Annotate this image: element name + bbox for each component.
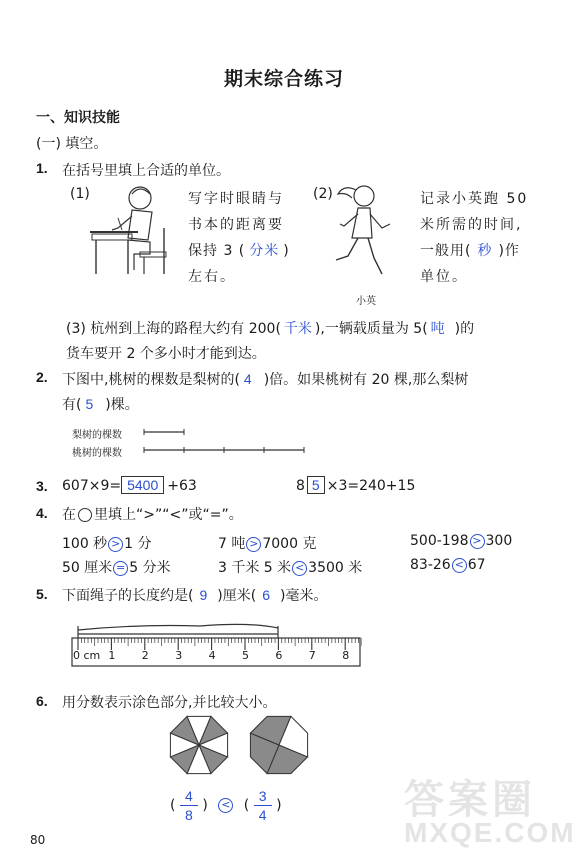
girl-caption: 小英	[356, 296, 376, 307]
q4-item-1	[62, 533, 152, 553]
page-title: 期末综合练习	[224, 68, 345, 90]
ruler-label: 6	[275, 649, 283, 662]
q4-item-1-answer[interactable]: >	[108, 537, 123, 552]
q5-mid: )厘米(	[217, 588, 257, 604]
q4-text-pre: 在	[62, 507, 76, 523]
q1-text: 在括号里填上合适的单位。	[62, 163, 230, 179]
q4-text	[62, 504, 243, 524]
q2-line1	[62, 369, 468, 389]
watermark-bottom: MXQE.COM	[404, 817, 576, 848]
q4-item-5-answer[interactable]: <	[292, 561, 307, 576]
tree-count-bars	[140, 426, 360, 456]
q6-compare-answer[interactable]: <	[218, 798, 233, 813]
q4-item-3-left: 500-198	[410, 533, 469, 549]
q1-p1-line1: 写字时眼睛与	[188, 191, 284, 207]
fraction-left-num: 4	[185, 788, 193, 804]
section-heading: 一、知识技能	[36, 110, 120, 126]
q4-number: 4.	[36, 505, 48, 521]
q4-item-5	[218, 557, 362, 577]
q4-item-1-left: 100 秒	[62, 536, 108, 552]
q1-p2-label: (2)	[313, 186, 333, 202]
watermark-top: 答案圈	[404, 777, 536, 823]
q1-p1-line3-post: )	[283, 243, 290, 259]
boy-writing-illustration	[88, 178, 176, 278]
q5-pre: 下面绳子的长度约是(	[62, 588, 194, 604]
fraction-left[interactable]	[180, 788, 198, 823]
q1-p2-line3	[420, 240, 520, 260]
paren-close-left: )	[202, 797, 208, 814]
page-number: 80	[30, 833, 46, 847]
fraction-left-den: 8	[185, 807, 193, 823]
q1-p3-answer1[interactable]: 千米	[283, 320, 312, 336]
ruler-label: 2	[141, 649, 149, 662]
q3-a	[62, 477, 197, 494]
pear-label: 梨树的棵数	[72, 430, 122, 441]
q1-p1-line4: 左右。	[188, 269, 236, 285]
q1-p3-pre: (3) 杭州到上海的路程大约有 200(	[66, 321, 281, 337]
ruler-label: 5	[242, 649, 249, 662]
q2-line2	[62, 394, 139, 414]
q4-item-2	[218, 533, 316, 553]
q1-p2-line2: 米所需的时间,	[420, 217, 523, 233]
q1-p2-line4: 单位。	[420, 269, 468, 285]
q1-p2-line1: 记录小英跑 50	[420, 191, 529, 207]
ruler-label: 4	[208, 649, 216, 662]
q1-p3-post: )的	[454, 321, 475, 337]
q6-text: 用分数表示涂色部分,并比较大小。	[62, 695, 277, 711]
q4-item-2-right: 7000 克	[262, 536, 317, 552]
subsection-heading: (一) 填空。	[36, 136, 108, 152]
q2-answer1[interactable]: 4	[243, 371, 252, 387]
q2-line1-post: )倍。如果桃树有 20 棵,那么梨树	[263, 372, 469, 388]
q4-item-6-right: 67	[467, 557, 486, 573]
q1-p2-line3-pre: 一般用(	[420, 243, 472, 259]
q4-item-6-answer[interactable]: <	[452, 558, 467, 573]
q1-p1-answer[interactable]: 分米	[249, 242, 280, 258]
q3-a-answer[interactable]: 5400	[121, 476, 164, 494]
q1-number: 1.	[36, 160, 48, 176]
octagon-fraction-figure	[166, 712, 232, 778]
q5-text	[62, 585, 327, 605]
q1-p3-answer2[interactable]: 吨	[430, 320, 445, 336]
q3-b	[296, 477, 415, 494]
q1-p1-line3	[188, 240, 290, 260]
q4-item-2-left: 7 吨	[218, 536, 246, 552]
q2-line1-pre: 下图中,桃树的棵数是梨树的(	[62, 372, 240, 388]
q1-p1-line3-pre: 保持 3 (	[188, 243, 246, 259]
q1-p2-answer[interactable]: 秒	[477, 242, 493, 258]
q1-p3-line2: 货车要开 2 个多小时才能到达。	[66, 346, 266, 362]
q4-item-3-right: 300	[485, 533, 513, 549]
q5-answer1[interactable]: 9	[199, 587, 208, 603]
fraction-right[interactable]	[254, 788, 272, 823]
q4-item-5-right: 3500 米	[308, 560, 363, 576]
q1-p1-label: (1)	[70, 186, 90, 202]
ruler-unit: 0 cm	[73, 649, 101, 662]
paren-open-left: (	[170, 797, 176, 814]
q2-line2-post: )棵。	[105, 397, 139, 413]
q4-item-4	[62, 557, 171, 577]
q5-post: )毫米。	[280, 588, 328, 604]
q4-item-4-left: 50 厘米	[62, 560, 113, 576]
fraction-right-num: 3	[258, 788, 267, 804]
q2-number: 2.	[36, 369, 48, 385]
q5-answer2[interactable]: 6	[262, 587, 270, 603]
q4-item-1-right: 1 分	[124, 536, 152, 552]
paren-open-right: (	[243, 797, 250, 814]
q1-p3-line1	[66, 318, 474, 338]
q4-item-6	[410, 557, 486, 573]
q4-item-3	[410, 533, 512, 549]
q6-answer-row	[170, 788, 282, 823]
q2-line2-pre: 有(	[62, 397, 82, 413]
q4-item-6-left: 83-26	[410, 557, 451, 573]
q3-b-answer[interactable]: 5	[307, 476, 325, 494]
q1-p2-line3-post: )作	[498, 243, 520, 259]
q2-answer2[interactable]: 5	[85, 396, 94, 412]
empty-circle-icon	[78, 508, 92, 522]
q3-number: 3.	[36, 478, 48, 494]
ruler-label: 8	[342, 649, 350, 662]
ruler-label: 1	[108, 649, 116, 662]
ruler-label: 3	[175, 649, 183, 662]
q3-b-post: ×3=240+15	[326, 478, 416, 494]
peach-label: 桃树的棵数	[72, 448, 122, 459]
q4-item-3-answer[interactable]: >	[470, 534, 485, 549]
q4-item-5-left: 3 千米 5 米	[218, 560, 292, 576]
q3-a-post: +63	[167, 478, 197, 494]
q4-item-4-right: 5 分米	[129, 560, 171, 576]
fraction-right-den: 4	[258, 807, 267, 823]
q4-item-2-answer[interactable]: >	[246, 537, 261, 552]
q1-p3-mid: ),一辆载质量为 5(	[314, 321, 428, 337]
paren-close-right: )	[276, 797, 282, 814]
running-girl-illustration	[330, 180, 400, 280]
octagon-quarters-figure	[246, 712, 312, 778]
ruler-label: 7	[308, 649, 316, 662]
q3-b-pre: 8	[296, 478, 305, 494]
q4-text-post: 里填上“>”“<”或“=”。	[94, 507, 243, 523]
q3-a-pre: 607×9=	[62, 478, 122, 494]
q5-number: 5.	[36, 586, 48, 602]
q1-p1-line2: 书本的距离要	[188, 217, 284, 233]
q6-number: 6.	[36, 693, 48, 709]
q4-item-4-answer[interactable]: =	[113, 561, 128, 576]
